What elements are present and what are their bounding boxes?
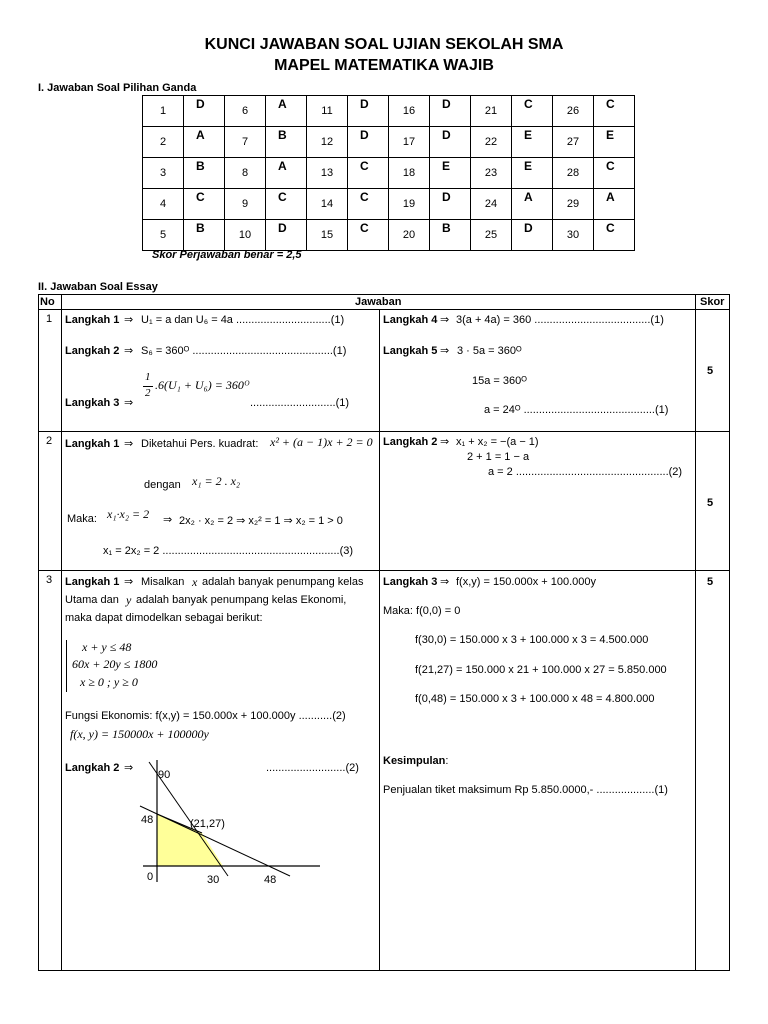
q2-dengan: dengan	[144, 479, 181, 491]
q2-step2-label: Langkah 2	[383, 436, 438, 448]
q3-step1-line2b: adalah banyak penumpang kelas Ekonomi,	[136, 594, 347, 606]
q2-maka-rest: 2x₂ · x₂ = 2 ⇒ x₂² = 1 ⇒ x₂ = 1 > 0	[179, 515, 343, 527]
header-divider	[38, 309, 729, 310]
answer-key: D	[430, 189, 471, 220]
q1-step5-text: 3 · 5a = 360ᴼ	[457, 345, 522, 357]
answer-key: C	[348, 158, 389, 189]
answer-key: C	[266, 189, 307, 220]
answer-key: E	[594, 127, 635, 158]
answer-key: D	[348, 96, 389, 127]
col-divider-no	[61, 294, 62, 970]
q1-step5-line2: 15a = 360ᴼ	[472, 375, 527, 387]
q1-step3-frac-num: 1	[145, 371, 151, 383]
q2-dengan-eq: x₁ = 2 . x₂	[192, 474, 241, 488]
q3-kesimpulan	[383, 755, 448, 767]
question-number: 27	[553, 127, 594, 158]
q1-step2-text: S₆ = 360ᴼ ..............................................(1)	[141, 345, 347, 357]
col-divider-skor	[695, 294, 696, 970]
q2-result: x₁ = 2x₂ = 2 ..........................................................(3)	[103, 545, 354, 557]
q1-step5-label: Langkah 5	[383, 345, 438, 357]
question-number: 17	[389, 127, 430, 158]
row-divider-1	[38, 431, 729, 432]
q2-step1-label: Langkah 1	[65, 438, 120, 450]
q2-equation: x² + (a − 1)x + 2 = 0	[270, 435, 373, 449]
mcq-row	[143, 127, 635, 158]
implies-icon: ⇒	[124, 576, 134, 588]
answer-key: D	[266, 220, 307, 251]
q3-number: 3	[46, 574, 53, 586]
mcq-row	[143, 96, 635, 127]
q1-step2-label: Langkah 2	[65, 345, 120, 357]
q1-step4-label: Langkah 4	[383, 314, 438, 326]
question-number: 7	[225, 127, 266, 158]
question-number: 28	[553, 158, 594, 189]
q2-score: 5	[707, 497, 714, 509]
question-number: 6	[225, 96, 266, 127]
answer-key: C	[348, 189, 389, 220]
answer-key: A	[512, 189, 553, 220]
question-number: 8	[225, 158, 266, 189]
q3-step1-text-a: Misalkan	[141, 576, 185, 588]
system-brace	[66, 640, 67, 692]
answer-key: A	[594, 189, 635, 220]
question-number: 14	[307, 189, 348, 220]
graph-label-origin: 0	[147, 871, 154, 883]
implies-icon: ⇒	[124, 438, 134, 450]
question-number: 1	[143, 96, 184, 127]
question-number: 20	[389, 220, 430, 251]
header-skor: Skor	[700, 296, 725, 308]
question-number: 25	[471, 220, 512, 251]
question-number: 5	[143, 220, 184, 251]
graph-label-point: (21,27)	[190, 818, 225, 830]
q1-step3-label: Langkah 3	[65, 397, 120, 409]
q1-step4-text: 3(a + 4a) = 360 ......................................(1)	[456, 314, 664, 326]
question-number: 18	[389, 158, 430, 189]
answer-key: A	[266, 158, 307, 189]
header-no: No	[40, 296, 55, 308]
answer-key: C	[594, 158, 635, 189]
section1-title: I. Jawaban Soal Pilihan Ganda	[38, 82, 197, 94]
question-number: 16	[389, 96, 430, 127]
q3-step1-text-b: adalah banyak penumpang kelas	[202, 576, 364, 588]
question-number: 2	[143, 127, 184, 158]
answer-key: D	[430, 127, 471, 158]
q3-f-21-27: f(21,27) = 150.000 x 21 + 100.000 x 27 = 5.850.000	[415, 664, 667, 676]
implies-icon: ⇒	[440, 345, 450, 357]
q3-constraint-1: x + y ≤ 48	[82, 640, 132, 654]
question-number: 10	[225, 220, 266, 251]
q3-step3-label: Langkah 3	[383, 576, 438, 588]
question-number: 21	[471, 96, 512, 127]
q3-step1-line2a: Utama dan	[65, 594, 119, 606]
q1-step3-formula: .6(U₁ + U₆) = 360ᴼ	[155, 378, 250, 392]
implies-icon: ⇒	[440, 436, 450, 448]
q3-score: 5	[707, 576, 714, 588]
q3-step1-line3: maka dapat dimodelkan sebagai berikut:	[65, 612, 263, 624]
answer-key: B	[430, 220, 471, 251]
q3-fungsi-eq: f(x, y) = 150000x + 100000y	[70, 727, 209, 741]
implies-icon: ⇒	[124, 762, 134, 774]
implies-icon: ⇒	[124, 314, 134, 326]
q3-kesimpulan-label: Kesimpulan	[383, 755, 446, 767]
answer-key: E	[430, 158, 471, 189]
q2-maka-eq: x₁·x₂ = 2	[107, 507, 150, 521]
question-number: 3	[143, 158, 184, 189]
q1-step1-label: Langkah 1	[65, 314, 120, 326]
implies-icon: ⇒	[163, 514, 173, 526]
answer-key: C	[348, 220, 389, 251]
row-divider-2	[38, 570, 729, 571]
q3-f-30-0: f(30,0) = 150.000 x 3 + 100.000 x 3 = 4.500.000	[415, 634, 649, 646]
q3-step2-label: Langkah 2	[65, 762, 120, 774]
question-number: 13	[307, 158, 348, 189]
q3-step3-text: f(x,y) = 150.000x + 100.000y	[456, 576, 597, 588]
q3-fungsi: Fungsi Ekonomis: f(x,y) = 150.000x + 100.000y ...........(2)	[65, 710, 346, 722]
answer-key: E	[512, 158, 553, 189]
question-number: 24	[471, 189, 512, 220]
q1-number: 1	[46, 313, 53, 325]
q2-step2-line3: a = 2 ..................................................(2)	[488, 466, 683, 478]
question-number: 15	[307, 220, 348, 251]
answer-key: D	[430, 96, 471, 127]
mcq-row	[143, 158, 635, 189]
page-title-line1: KUNCI JAWABAN SOAL UJIAN SEKOLAH SMA	[204, 36, 564, 53]
q2-step1-text: Diketahui Pers. kuadrat:	[141, 438, 259, 450]
q1-score: 5	[707, 365, 714, 377]
question-number: 22	[471, 127, 512, 158]
graph-label-48-y: 48	[141, 814, 154, 826]
section2-title: II. Jawaban Soal Essay	[38, 281, 158, 293]
question-number: 9	[225, 189, 266, 220]
graph-label-90: 90	[158, 769, 171, 781]
q3-step1-label: Langkah 1	[65, 576, 120, 588]
mcq-row	[143, 189, 635, 220]
question-number: 12	[307, 127, 348, 158]
answer-key: D	[512, 220, 553, 251]
q3-constraint-2: 60x + 20y ≤ 1800	[72, 657, 158, 671]
implies-icon: ⇒	[440, 576, 450, 588]
answer-key: D	[184, 96, 225, 127]
q3-f-0-48: f(0,48) = 150.000 x 3 + 100.000 x 48 = 4.800.000	[415, 693, 655, 705]
answer-key: E	[512, 127, 553, 158]
q3-kesimpulan-colon: :	[445, 755, 449, 767]
q3-step1-var-x: x	[192, 575, 198, 589]
implies-icon: ⇒	[440, 314, 450, 326]
q2-step2-text: x₁ + x₂ = −(a − 1)	[456, 436, 539, 448]
answer-key: C	[184, 189, 225, 220]
header-jawaban: Jawaban	[355, 296, 402, 308]
q1-step3-dots: ............................(1)	[250, 397, 350, 409]
q1-step5-line3: a = 24ᴼ ...........................................(1)	[484, 404, 669, 416]
q1-step3-frac-den: 2	[145, 387, 151, 399]
question-number: 4	[143, 189, 184, 220]
question-number: 19	[389, 189, 430, 220]
question-number: 29	[553, 189, 594, 220]
implies-icon: ⇒	[124, 345, 134, 357]
answer-key: A	[184, 127, 225, 158]
answer-key: B	[184, 158, 225, 189]
answer-key: B	[266, 127, 307, 158]
graph-label-30: 30	[207, 874, 220, 886]
col-divider-mid	[379, 309, 380, 970]
answer-key: C	[594, 96, 635, 127]
page-title-line2: MAPEL MATEMATIKA WAJIB	[274, 57, 494, 74]
answer-key: A	[266, 96, 307, 127]
answer-key: B	[184, 220, 225, 251]
mcq-row	[143, 220, 635, 251]
answer-key: C	[594, 220, 635, 251]
answer-key: C	[512, 96, 553, 127]
question-number: 11	[307, 96, 348, 127]
graph-label-48-x: 48	[264, 874, 277, 886]
question-number: 23	[471, 158, 512, 189]
score-note: Skor Perjawaban benar = 2,5	[152, 249, 302, 261]
q3-conclusion: Penjualan tiket maksimum Rp 5.850.0000,- ...................(1)	[383, 784, 668, 796]
q2-maka: Maka:	[67, 513, 97, 525]
q3-step1-var-y: y	[126, 593, 132, 607]
q2-step2-line2: 2 + 1 = 1 − a	[467, 451, 530, 463]
answer-key: D	[348, 127, 389, 158]
multiple-choice-answer-table	[142, 95, 635, 251]
q2-number: 2	[46, 435, 53, 447]
question-number: 26	[553, 96, 594, 127]
q3-maka: Maka: f(0,0) = 0	[383, 605, 461, 617]
q3-constraint-3: x ≥ 0 ; y ≥ 0	[80, 675, 138, 689]
implies-icon: ⇒	[124, 397, 134, 409]
q1-step1-text: U₁ = a dan U₆ = 4a ...............................(1)	[141, 314, 345, 326]
question-number: 30	[553, 220, 594, 251]
q3-step2-dots: ..........................(2)	[266, 762, 359, 774]
